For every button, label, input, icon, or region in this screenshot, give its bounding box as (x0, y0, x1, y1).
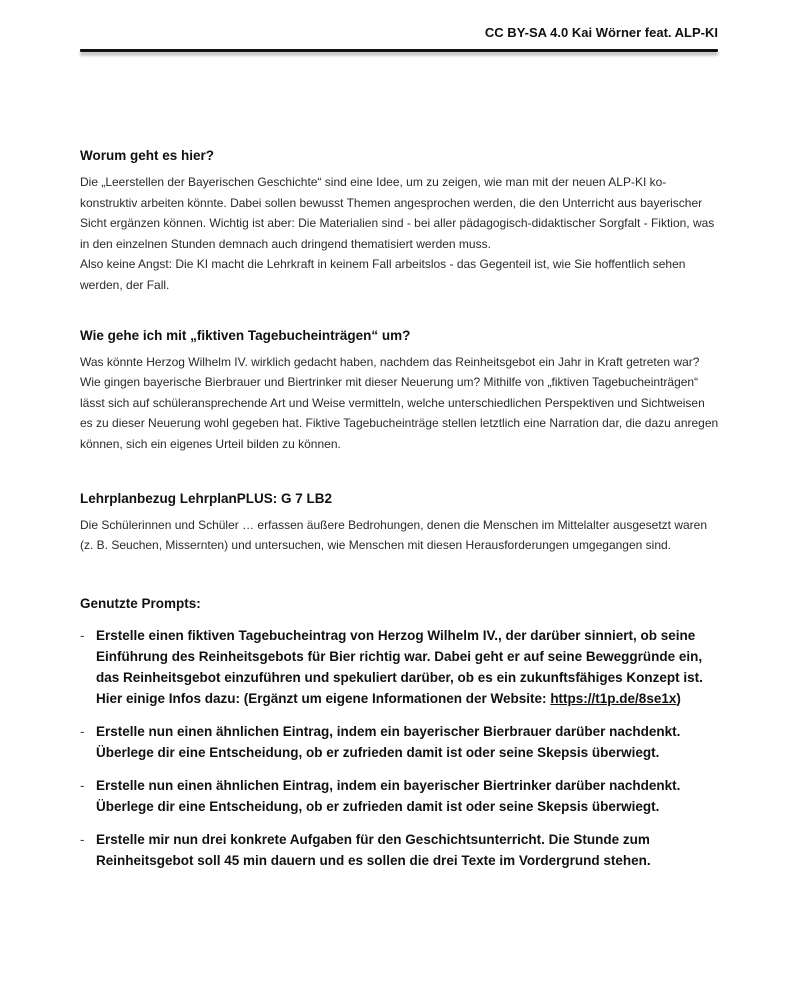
paragraph: Die „Leerstellen der Bayerischen Geschichte“ sind eine Idee, um zu zeigen, wie man mit der neuen ALP-KI ko-konstruktiv arbeiten könnte. Dabei sollen bewusst Themen angesprochen werden, die den Unterricht aus bayerischer Sicht ergänzen können. Wichtig ist aber: Die Materialien sind - bei aller pädagogisch-didaktischer Sorgfalt - Fiktion, was in den einzelnen Stunden demnach auch dringend thematisiert werden muss. (80, 175, 715, 251)
prompt-list (80, 625, 720, 871)
list-dash: - (80, 723, 85, 739)
list-item (80, 829, 720, 871)
list-item (80, 775, 720, 817)
website-link[interactable]: https://t1p.de/8se1x (550, 690, 677, 706)
section-title: Wie gehe ich mit „fiktiven Tagebucheinträgen“ um? (80, 327, 411, 343)
prompt-text: Erstelle einen fiktiven Tagebucheintrag von Herzog Wilhelm IV., der darüber sinniert, ob seine Einführung des Reinheitsgebots für Bier richtig war. Dabei geht er auf seine Beweggründe ein, das Reinheitsgebot einzuführen und spekuliert darüber, ob es ein zukunftsfähiges Konzept ist. Hier einige Infos dazu: (Ergänzt um eigene Informationen der Website: (96, 627, 703, 706)
section-about (80, 148, 720, 296)
paragraph: Also keine Angst: Die KI macht die Lehrkraft in keinem Fall arbeitslos - das Gegenteil ist, wie Sie hoffentlich sehen werden, der Fall. (80, 257, 686, 292)
header-divider (80, 49, 718, 52)
section-prompts (80, 596, 720, 871)
section-title: Genutzte Prompts: (80, 595, 201, 611)
section-title: Lehrplanbezug LehrplanPLUS: G 7 LB2 (80, 490, 333, 506)
section-diary-entries (80, 328, 720, 455)
paragraph: Was könnte Herzog Wilhelm IV. wirklich gedacht haben, nachdem das Reinheitsgebot ein Jahr in Kraft getreten war? Wie gingen bayerische Bierbrauer und Biertrinker mit dieser Neuerung um? Mithilfe von „fiktiven Tagebucheinträgen“ lässt sich auf schüleransprechende Art und Weise vermitteln, welche unterschiedlichen Perspektiven und Sichtweisen es zu dieser Neuerung wohl gegeben hat. Fiktive Tagebucheinträge stellen letztlich eine Narration dar, die dazu anregen können, sich ein eigenes Urteil bilden zu können. (80, 354, 719, 451)
section-title: Worum geht es hier? (80, 148, 215, 163)
list-dash: - (80, 831, 85, 847)
list-dash: - (80, 777, 85, 793)
section-curriculum (80, 491, 720, 556)
document-body (80, 148, 720, 883)
list-dash: - (80, 627, 85, 643)
license-credit: CC BY-SA 4.0 Kai Wörner feat. ALP-KI (484, 25, 718, 40)
prompt-text: Erstelle mir nun drei konkrete Aufgaben für den Geschichtsunterricht. Die Stunde zum Reinheitsgebot soll 45 min dauern und es sollen die drei Texte im Vordergrund stehen. (96, 831, 651, 868)
list-item (80, 721, 720, 763)
prompt-text: Erstelle nun einen ähnlichen Eintrag, indem ein bayerischer Bierbrauer darüber nachdenkt. Überlege dir eine Entscheidung, ob er zufrieden damit ist oder seine Skepsis überwiegt. (96, 723, 681, 760)
prompt-text: Erstelle nun einen ähnlichen Eintrag, indem ein bayerischer Biertrinker darüber nachdenkt. Überlege dir eine Entscheidung, ob er zufrieden damit ist oder seine Skepsis überwiegt. (96, 777, 681, 814)
paragraph: Die Schülerinnen und Schüler … erfassen äußere Bedrohungen, denen die Menschen im Mittelalter ausgesetzt waren (z. B. Seuchen, Missernten) und untersuchen, wie Menschen mit diesen Herausforderungen umgegangen sind. (80, 517, 708, 553)
list-item (80, 625, 720, 709)
prompt-text-suffix: ) (676, 690, 681, 706)
